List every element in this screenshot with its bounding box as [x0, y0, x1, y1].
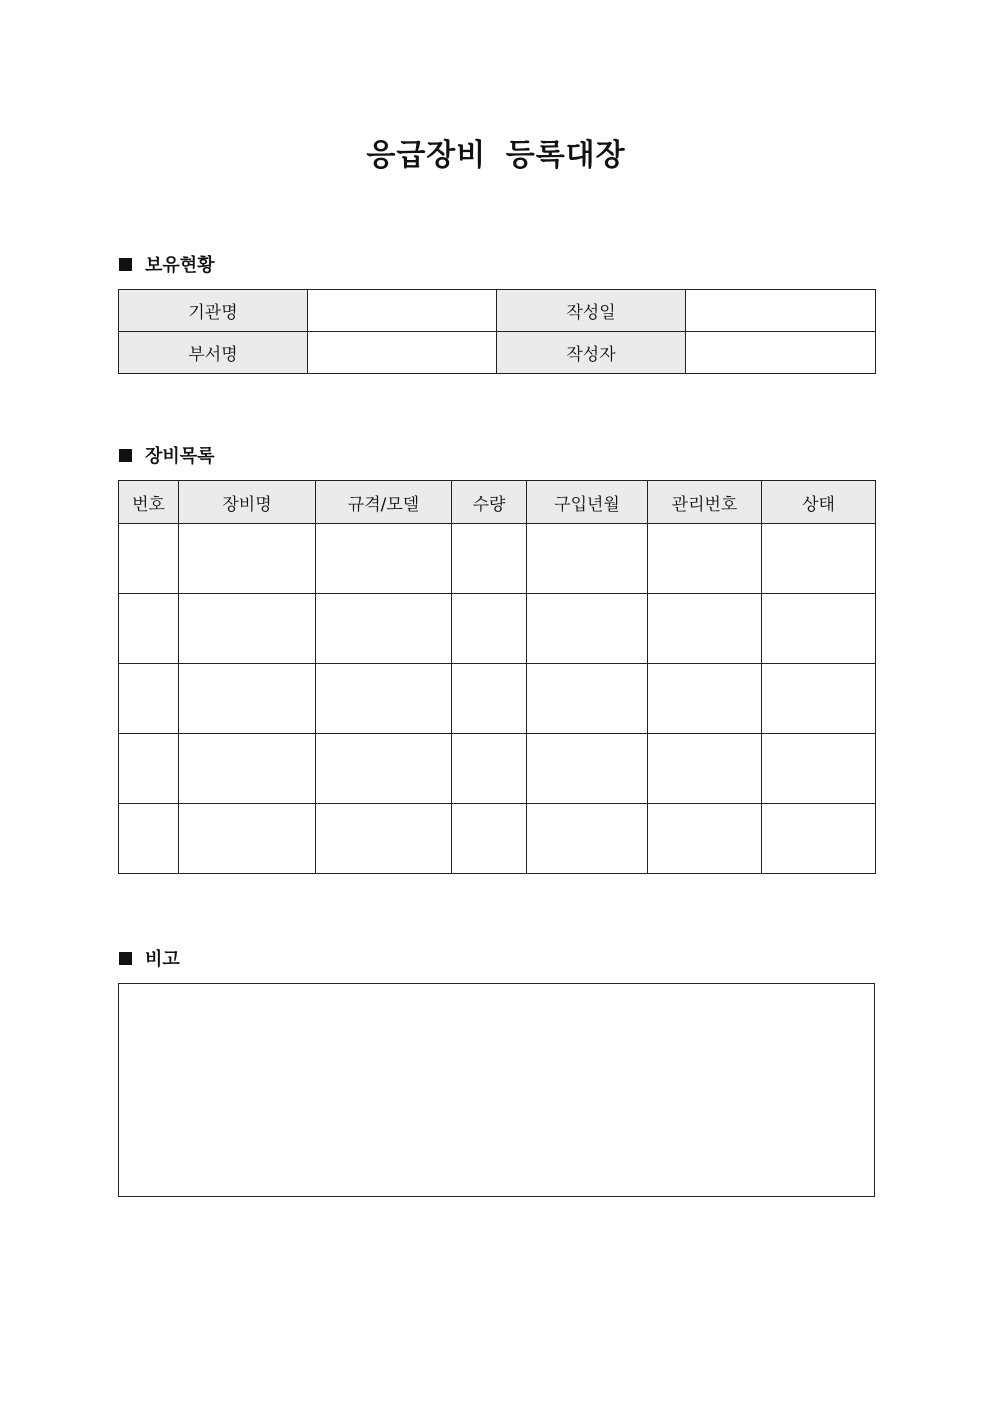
table-cell[interactable]: [179, 594, 316, 664]
table-cell[interactable]: [179, 524, 316, 594]
info-value-date[interactable]: [686, 290, 876, 332]
info-value-department[interactable]: [308, 332, 497, 374]
table-cell[interactable]: [119, 804, 179, 874]
table-cell[interactable]: [316, 734, 452, 804]
section-heading-equipment-list: [119, 443, 215, 467]
table-cell[interactable]: [119, 734, 179, 804]
section-title-equipment-list: 장비목록: [145, 446, 215, 467]
table-cell[interactable]: [762, 594, 876, 664]
table-cell[interactable]: [648, 734, 762, 804]
table-cell[interactable]: [527, 734, 648, 804]
table-cell[interactable]: [648, 594, 762, 664]
table-cell[interactable]: [452, 734, 527, 804]
table-cell[interactable]: [762, 524, 876, 594]
document-title: 응급장비 등록대장: [366, 138, 626, 173]
table-cell[interactable]: [452, 664, 527, 734]
table-cell[interactable]: [452, 804, 527, 874]
square-bullet-icon: [119, 952, 132, 965]
section-title-holdings: 보유현황: [145, 255, 215, 276]
table-cell[interactable]: [316, 804, 452, 874]
table-cell[interactable]: [762, 734, 876, 804]
section-heading-holdings: [119, 252, 215, 276]
table-cell[interactable]: [452, 524, 527, 594]
section-title-remarks: 비고: [145, 949, 180, 970]
table-cell[interactable]: [762, 664, 876, 734]
table-cell[interactable]: [179, 734, 316, 804]
equipment-list-table: [118, 480, 876, 874]
table-cell[interactable]: [452, 594, 527, 664]
table-cell[interactable]: [648, 524, 762, 594]
info-row-organization: [119, 290, 876, 332]
table-cell[interactable]: [119, 664, 179, 734]
table-row: [119, 734, 876, 804]
table-cell[interactable]: [527, 594, 648, 664]
table-cell[interactable]: [527, 804, 648, 874]
table-cell[interactable]: [119, 594, 179, 664]
table-cell[interactable]: [527, 524, 648, 594]
remarks-box[interactable]: [118, 983, 875, 1197]
table-cell[interactable]: [316, 594, 452, 664]
table-cell[interactable]: [527, 664, 648, 734]
column-header-equipment-name: 장비명: [179, 481, 316, 524]
equipment-header-row: [119, 481, 876, 524]
table-row: [119, 524, 876, 594]
info-label-organization: 기관명: [119, 290, 308, 332]
table-cell[interactable]: [648, 804, 762, 874]
table-cell[interactable]: [179, 664, 316, 734]
table-cell[interactable]: [316, 664, 452, 734]
table-cell[interactable]: [316, 524, 452, 594]
column-header-purchase-date: 구입년월: [527, 481, 648, 524]
column-header-number: 번호: [119, 481, 179, 524]
info-value-organization[interactable]: [308, 290, 497, 332]
column-header-quantity: 수량: [452, 481, 527, 524]
table-row: [119, 804, 876, 874]
info-label-department: 부서명: [119, 332, 308, 374]
info-value-author[interactable]: [686, 332, 876, 374]
holdings-info-table: [118, 289, 876, 374]
table-cell[interactable]: [762, 804, 876, 874]
info-label-date: 작성일: [497, 290, 686, 332]
column-header-spec-model: 규격/모델: [316, 481, 452, 524]
column-header-status: 상태: [762, 481, 876, 524]
table-row: [119, 664, 876, 734]
table-cell[interactable]: [179, 804, 316, 874]
table-row: [119, 594, 876, 664]
square-bullet-icon: [119, 449, 132, 462]
column-header-management-number: 관리번호: [648, 481, 762, 524]
info-row-department: [119, 332, 876, 374]
section-heading-remarks: [119, 946, 180, 970]
table-cell[interactable]: [648, 664, 762, 734]
square-bullet-icon: [119, 258, 132, 271]
info-label-author: 작성자: [497, 332, 686, 374]
table-cell[interactable]: [119, 524, 179, 594]
